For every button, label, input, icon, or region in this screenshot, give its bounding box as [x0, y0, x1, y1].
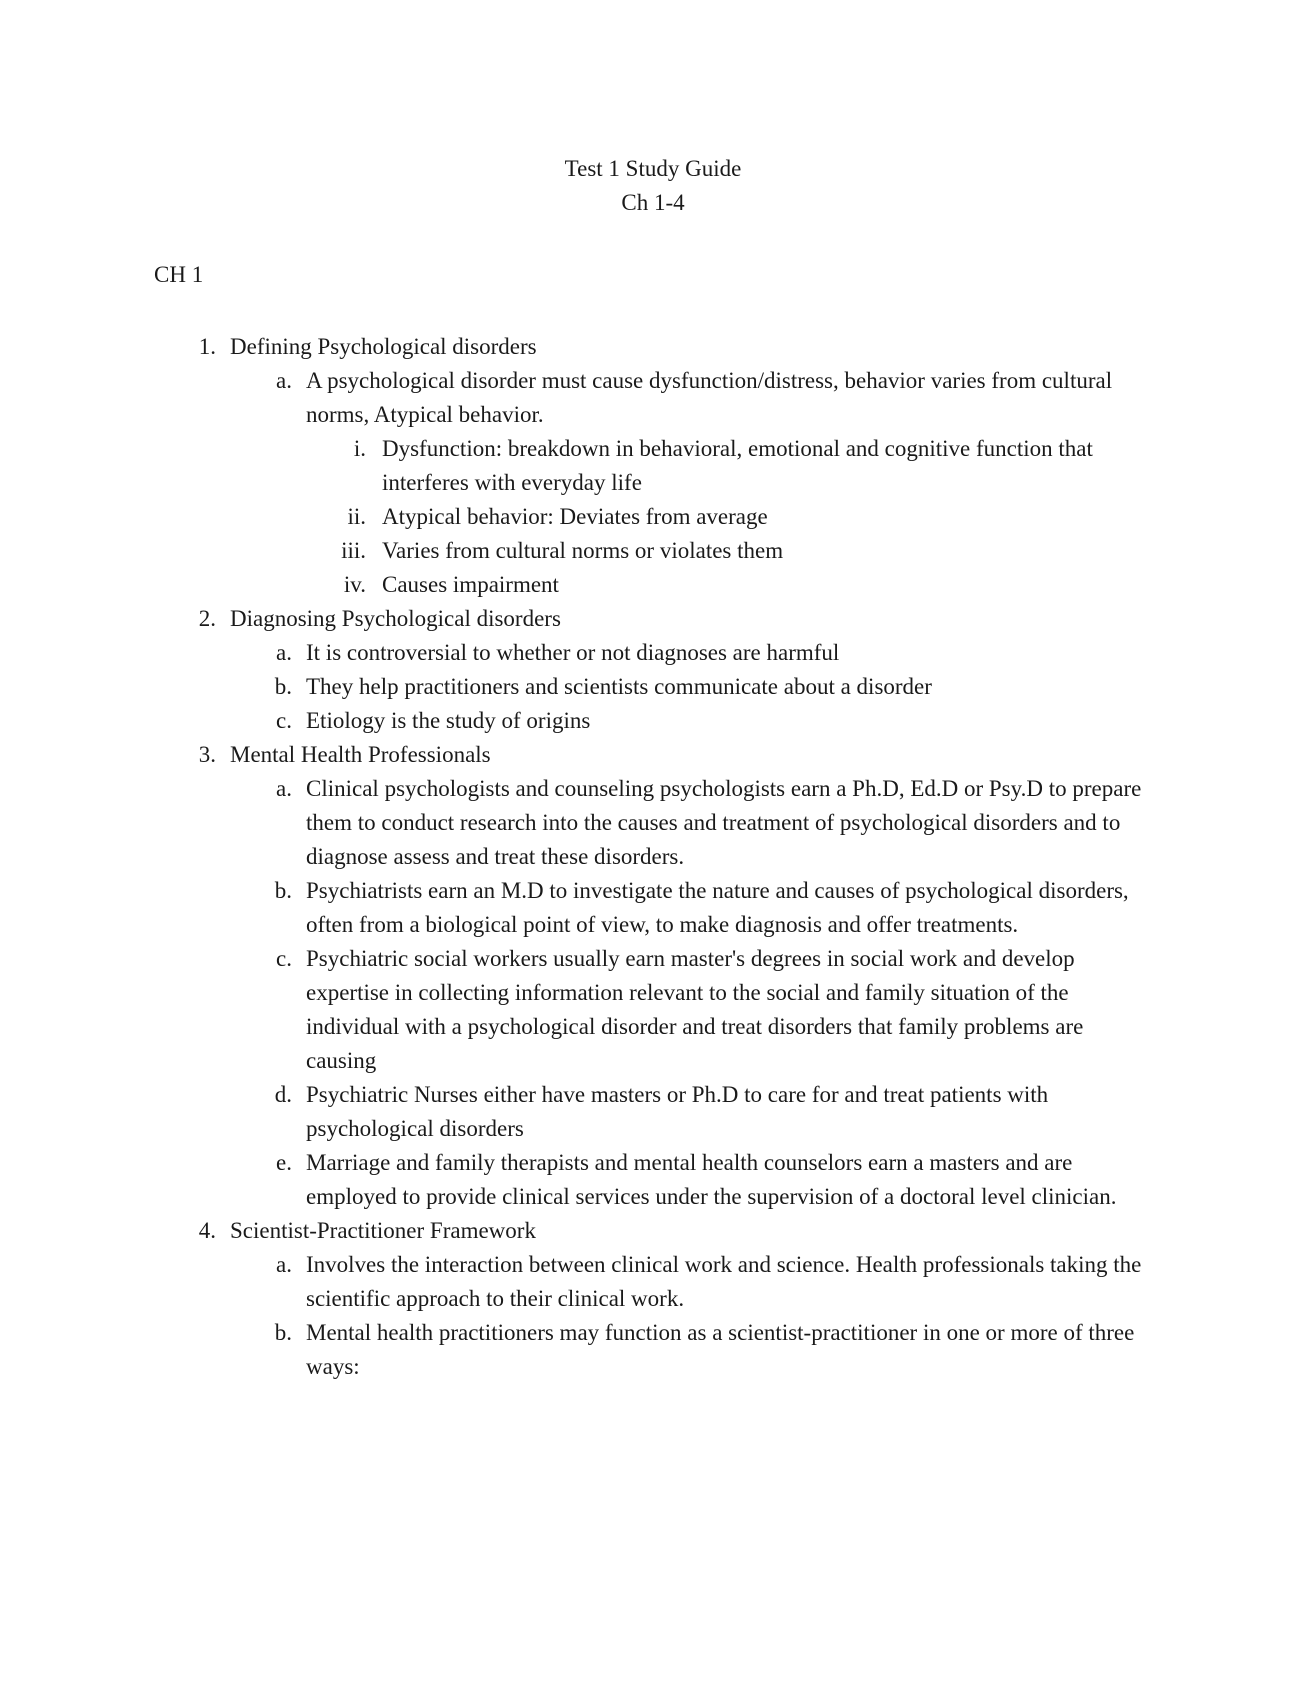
- list-marker: iii.: [341, 538, 366, 563]
- outline-item-text: Scientist-Practitioner Framework: [230, 1218, 536, 1243]
- list-marker: 4.: [198, 1218, 216, 1243]
- outline-subitem-text: It is controversial to whether or not diagnoses are harmful: [306, 640, 840, 665]
- outline-subitem: [0, 942, 1142, 1078]
- list-marker: c.: [276, 708, 292, 733]
- outline-subitem-text: Mental health practitioners may function as a scientist-practitioner in one or more of three ways:: [306, 1320, 1135, 1379]
- list-marker: a.: [276, 368, 292, 393]
- outline-subitem-text: Etiology is the study of origins: [306, 708, 591, 733]
- outline-subitem: [0, 772, 1142, 874]
- outline-subitem-text: Involves the interaction between clinical work and science. Health professionals taking the scientific approach to their clinical work.: [306, 1252, 1142, 1311]
- list-marker: b.: [274, 878, 292, 903]
- outline-subitem-text: They help practitioners and scientists communicate about a disorder: [306, 674, 932, 699]
- outline-subitem: [0, 1316, 1142, 1384]
- list-marker: e.: [276, 1150, 292, 1175]
- outline-subitem: [0, 364, 1142, 432]
- outline-subitem: [0, 1078, 1142, 1146]
- outline-subitem-text: Clinical psychologists and counseling psychologists earn a Ph.D, Ed.D or Psy.D to prepare them to conduct research into the causes and treatment of psychological disorders and to diagnose assess and treat these disorders.: [306, 776, 1142, 869]
- outline-subitem: [0, 704, 1142, 738]
- list-marker: 2.: [198, 606, 216, 631]
- outline-subsubitem-text: Varies from cultural norms or violates them: [382, 538, 784, 563]
- outline-item: [0, 330, 1306, 364]
- outline-item-text: Diagnosing Psychological disorders: [230, 606, 561, 631]
- outline-subsubitem: [0, 432, 1142, 500]
- list-marker: a.: [276, 776, 292, 801]
- outline-list: [0, 330, 1306, 1384]
- outline-subsubitem: [0, 500, 1142, 534]
- outline-subsubitem-text: Dysfunction: breakdown in behavioral, emotional and cognitive function that interferes with everyday life: [382, 436, 1093, 495]
- chapter-heading: CH 1: [154, 262, 204, 287]
- outline-subitem: [0, 874, 1142, 942]
- list-marker: b.: [274, 1320, 292, 1345]
- outline-subsubitem: [0, 568, 1142, 602]
- list-marker: a.: [276, 640, 292, 665]
- outline-subsubitem: [0, 534, 1142, 568]
- list-marker: a.: [276, 1252, 292, 1277]
- outline-item-text: Mental Health Professionals: [230, 742, 491, 767]
- outline-subitem-text: Psychiatrists earn an M.D to investigate the nature and causes of psychological disorders, often from a biological point of view, to make diagnosis and offer treatments.: [306, 878, 1129, 937]
- outline-subitem: [0, 636, 1142, 670]
- list-marker: 1.: [198, 334, 216, 359]
- document-title: Test 1 Study Guide: [564, 156, 742, 181]
- list-marker: 3.: [198, 742, 216, 767]
- document-subtitle: Ch 1-4: [621, 190, 685, 215]
- list-marker: iv.: [343, 572, 366, 597]
- list-marker: i.: [353, 436, 366, 461]
- document-title-block: [0, 152, 1306, 220]
- outline-subitem-text: A psychological disorder must cause dysfunction/distress, behavior varies from cultural norms, Atypical behavior.: [306, 368, 1113, 427]
- outline-item: [0, 1214, 1306, 1248]
- outline-subitem: [0, 670, 1142, 704]
- outline-subitem-text: Psychiatric Nurses either have masters or Ph.D to care for and treat patients with psychological disorders: [306, 1082, 1049, 1141]
- list-marker: d.: [274, 1082, 292, 1107]
- outline-subitem: [0, 1248, 1142, 1316]
- list-marker: ii.: [347, 504, 366, 529]
- list-marker: b.: [274, 674, 292, 699]
- outline-item-text: Defining Psychological disorders: [230, 334, 537, 359]
- outline-subitem-text: Psychiatric social workers usually earn master's degrees in social work and develop expertise in collecting information relevant to the social and family situation of the individual with a psychological disorder and treat disorders that family problems are causing: [306, 946, 1084, 1073]
- outline-item: [0, 738, 1306, 772]
- outline-item: [0, 602, 1306, 636]
- outline-subitem-text: Marriage and family therapists and mental health counselors earn a masters and are employed to provide clinical services under the supervision of a doctoral level clinician.: [306, 1150, 1117, 1209]
- outline-subsubitem-text: Atypical behavior: Deviates from average: [382, 504, 768, 529]
- outline-subitem: [0, 1146, 1142, 1214]
- outline-subsubitem-text: Causes impairment: [382, 572, 559, 597]
- list-marker: c.: [276, 946, 292, 971]
